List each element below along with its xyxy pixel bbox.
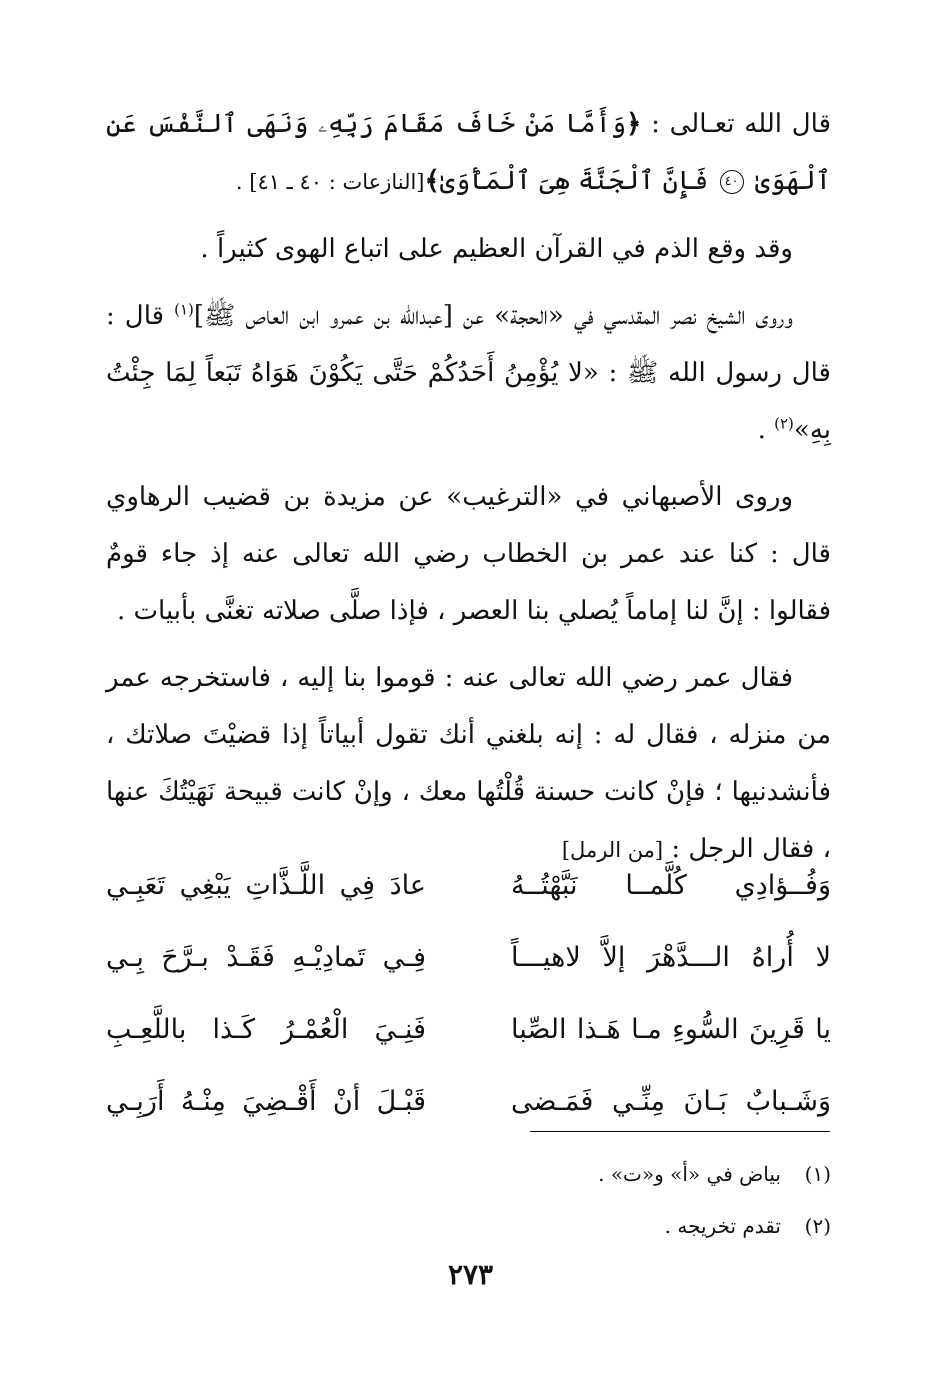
hadith-text-b: قال : قال رسول الله ﷺ : «لا يُؤْمِنُ أَحَدُكُمْ حَتَّى يَكُوْنَ هَوَاهُ تَبَعاً لِمَا جِئْتُ بِهِ» xyxy=(106,301,831,445)
verse-first-hemistich: وَشَـبابٌ بَـانَ مِنِّـي فَمَـضى xyxy=(511,1086,831,1117)
umar-text: فقال عمر رضي الله تعالى عنه : قوموا بنا إليه ، فاستخرجه عمر من منزله ، فقال له : إنه بلغني أنك تقول أبياتاً إذا قضيْتَ صلاتك ، فأنشدنيها ؛ فإنْ كانت حسنة قُلْتُها معك ، وإنْ كانت قبيحة نَهَيْتُكَ عنها ، فقال الرجل : xyxy=(106,663,831,864)
quran-verse-part-a: وَأَمَّا مَنْ خَافَ مَقَامَ رَبِّهِۦ وَنَهَى ٱلنَّفْسَ عَنِ ٱلْهَوَىٰ xyxy=(106,109,831,196)
paragraph-censure: وقد وقع الذم في القرآن العظيم على اتباع الهوى كثيراً . xyxy=(200,234,793,264)
ayah-number-marker: ٤٠ xyxy=(720,170,744,194)
footnote-ref-1: (١) xyxy=(174,300,194,319)
paragraph-quran-quote xyxy=(106,96,831,211)
footnote xyxy=(331,1200,831,1252)
quran-reference: [النازعات : ٤٠ ـ ٤١] . xyxy=(235,170,425,194)
poem-verse xyxy=(106,994,831,1066)
poem xyxy=(106,850,831,1138)
quran-open-bracket: ﴿ xyxy=(626,109,642,139)
verse-first-hemistich: وَفُــؤادِي كُلَّمــا نَبَّهْتُــهُ xyxy=(511,870,831,901)
poem-meter: [من الرمل] xyxy=(561,838,664,862)
footnote-ref-2: (٢) xyxy=(774,414,794,433)
poem-verse xyxy=(106,1066,831,1138)
verse-second-hemistich: قَبْـلَ أنْ أَقْـضِيَ مِنْـهُ أَرَبِـي xyxy=(106,1086,426,1117)
paragraph-umar xyxy=(106,650,831,879)
quran-verse-part-b: فَإِنَّ ٱلْجَنَّةَ هِىَ ٱلْمَأْوَىٰ xyxy=(439,166,709,196)
page-number: ٢٧٣ xyxy=(447,1258,494,1291)
main-text xyxy=(106,96,831,889)
paragraph-hadith xyxy=(106,288,831,459)
footnote-number: (٢) xyxy=(804,1214,831,1238)
footnotes xyxy=(331,1148,831,1252)
footnote-text: تقدم تخريجه . xyxy=(664,1214,781,1238)
poem-verse xyxy=(106,922,831,994)
poem-verse xyxy=(106,850,831,922)
hadith-text-a: وروى الشيخ نصر المقدسي في «الحجة» عن [عبدالله بن عمرو ابن العاص ﷺ] xyxy=(193,301,793,331)
verse-second-hemistich: عادَ فِي اللَّـذَّاتِ يَبْغِي تَعَبِـي xyxy=(106,870,426,901)
footnote-divider xyxy=(530,1131,830,1132)
footnote-text: بياض في «أ» و«ت» . xyxy=(598,1162,781,1186)
hadith-text-c: . xyxy=(757,415,766,445)
footnote xyxy=(331,1148,831,1200)
verse-second-hemistich: فِـي تَمادِيْـهِ فَقَـدْ بـرَّحَ بِـي xyxy=(106,942,426,973)
quran-close-bracket: ﴾ xyxy=(424,166,440,196)
footnote-number: (١) xyxy=(804,1162,831,1186)
verse-first-hemistich: لا أُراهُ الـــدَّهْرَ إلاَّ لاهيـــاً xyxy=(511,942,831,973)
verse-second-hemistich: فَنِـيَ الْعُمْـرُ كَـذا باللَّعِـبِ xyxy=(106,1014,426,1045)
quote-intro: قال الله تعـالى : xyxy=(651,109,832,139)
paragraph-isbahani: وروى الأصبهاني في «الترغيب» عن مزيدة بن قضيب الرهاوي قال : كنا عند عمر بن الخطاب رضي الله تعالى عنه إذ جاء قومٌ فقالوا : إنَّ لنا إماماً يُصلي بنا العصر ، فإذا صلَّى صلاته تغنَّى بأبيات . xyxy=(106,482,831,626)
verse-first-hemistich: يا قَرِينَ السُّوءِ مـا هَـذا الصِّبا xyxy=(511,1014,831,1045)
